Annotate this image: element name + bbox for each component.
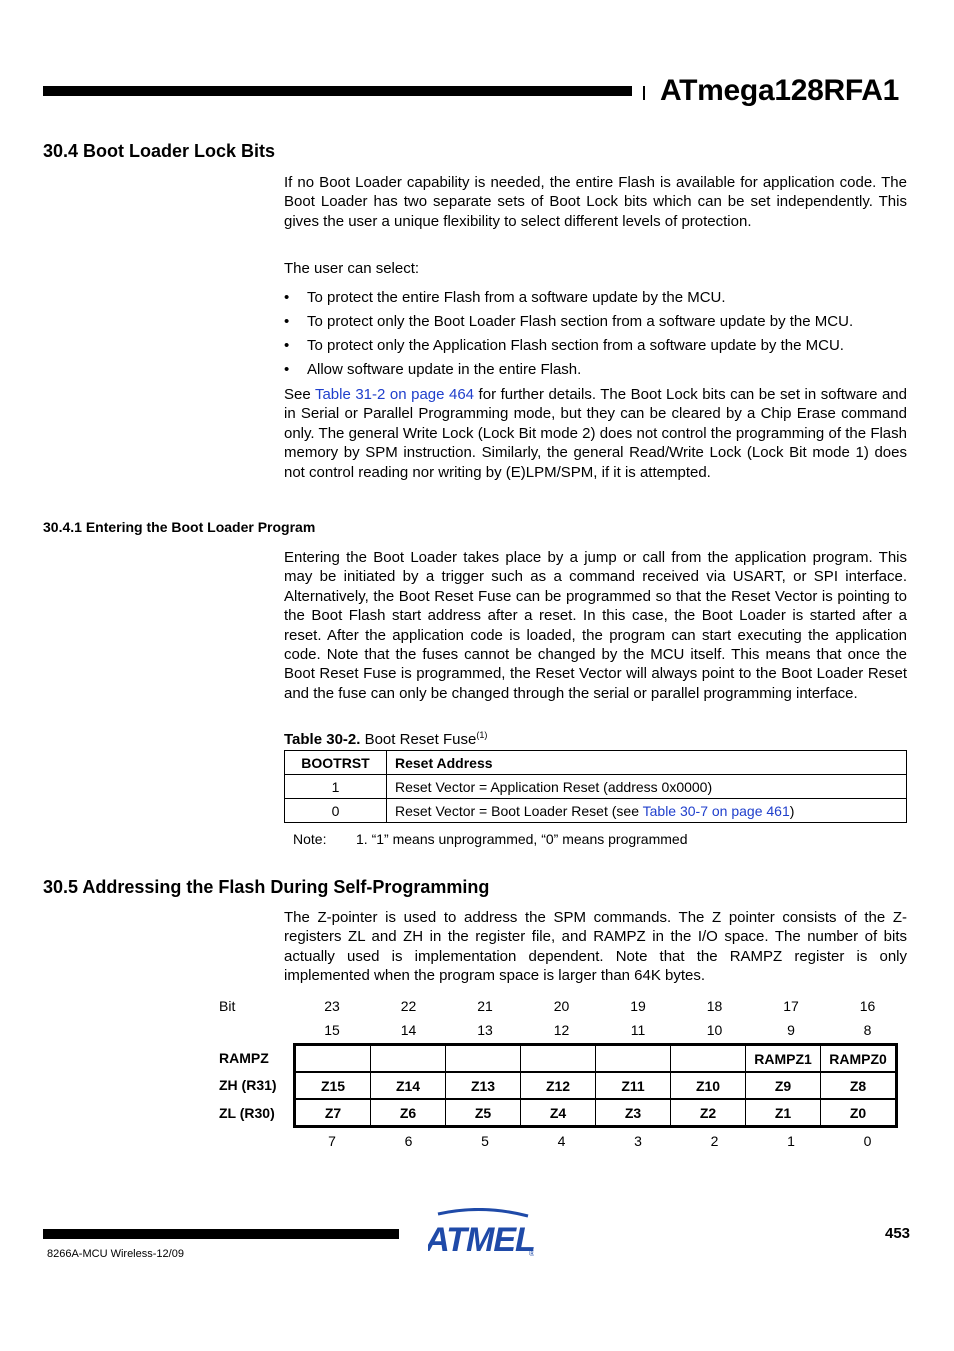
- bit-number: 21: [477, 998, 493, 1014]
- cell-reset-address: Reset Vector = Boot Loader Reset (see Table 30-7 on page 461): [387, 799, 907, 823]
- bit-number: 10: [706, 1022, 723, 1038]
- bit-number: 6: [404, 1133, 413, 1149]
- paragraph-boot-loader-intro: If no Boot Loader capability is needed, the entire Flash is available for application code. The Boot Loader has two separate sets of Boot Lock bits which can be set independently. This gives the user a unique flexibility to select different levels of protection.: [284, 174, 907, 230]
- register-row-zh: [295, 1072, 897, 1099]
- register-label-zl: ZL (R30): [219, 1105, 275, 1121]
- bit-number: 20: [553, 998, 570, 1014]
- document-title: ATmega128RFA1: [660, 74, 899, 107]
- bit-number: 5: [481, 1133, 489, 1149]
- register-bit-cell: Z6: [371, 1099, 446, 1127]
- table-header-row: [285, 751, 907, 775]
- link-table-30-7[interactable]: Table 30-7 on page 461: [642, 802, 790, 819]
- bit-number: 3: [634, 1133, 642, 1149]
- atmel-logo: [428, 1208, 534, 1263]
- bit-number: 7: [328, 1133, 336, 1149]
- register-bit-cell: [295, 1045, 371, 1073]
- register-bit-cell: Z0: [821, 1099, 897, 1127]
- bit-number: 14: [400, 1022, 417, 1038]
- cell-reset-address: Reset Vector = Application Reset (address 0x0000): [387, 775, 907, 799]
- register-bit-cell: Z1: [746, 1099, 821, 1127]
- register-bit-cell: Z7: [295, 1099, 371, 1127]
- bit-number: 22: [400, 998, 417, 1014]
- bit-number: 4: [557, 1133, 566, 1149]
- footer-document-id: 8266A-MCU Wireless-12/09: [47, 1248, 184, 1260]
- register-label-rampz: RAMPZ: [219, 1050, 269, 1066]
- bit-number: 9: [787, 1022, 795, 1038]
- cell-bootrst: 0: [285, 799, 387, 823]
- table-caption: Table 30-2. Boot Reset Fuse$^{(1)}$: [284, 730, 488, 748]
- register-bit-cell: Z12: [521, 1072, 596, 1099]
- bit-label: Bit: [219, 998, 236, 1014]
- bit-number: 1: [787, 1133, 795, 1149]
- bit-number: 23: [324, 998, 340, 1014]
- register-bit-cell: Z5: [446, 1099, 521, 1127]
- list-item: • To protect only the Boot Loader Flash section from a software update by the MCU.: [284, 313, 854, 330]
- register-bit-cell: Z8: [821, 1072, 897, 1099]
- bit-number: 13: [477, 1022, 493, 1038]
- paragraph-user-select: The user can select:: [284, 260, 420, 277]
- register-bit-cell: Z14: [371, 1072, 446, 1099]
- register-bit-cell: Z2: [671, 1099, 746, 1127]
- register-row-zl: [295, 1099, 897, 1127]
- header-divider: [643, 86, 645, 100]
- table-row: [285, 799, 907, 823]
- table-row: [285, 775, 907, 799]
- bit-number: 15: [324, 1022, 340, 1038]
- register-row-rampz: [295, 1045, 897, 1073]
- atmel-logo-icon: [428, 1208, 534, 1258]
- svg-text:ATMEL: ATMEL: [428, 1221, 534, 1258]
- list-item: • To protect the entire Flash from a software update by the MCU.: [284, 289, 726, 306]
- bit-number: 12: [553, 1022, 570, 1038]
- register-bit-cell: [446, 1045, 521, 1073]
- table-note: Note: 1. “1” means unprogrammed, “0” means programmed: [293, 831, 688, 847]
- section-heading-30-4: 30.4 Boot Loader Lock Bits: [43, 141, 276, 161]
- register-bit-cell: [521, 1045, 596, 1073]
- z-pointer-register-table: [293, 1043, 898, 1128]
- link-table-31-2[interactable]: Table 31-2 on page 464: [314, 386, 475, 403]
- footer-bar: [43, 1229, 399, 1239]
- register-bit-cell: Z15: [295, 1072, 371, 1099]
- bit-number: 17: [783, 998, 799, 1014]
- page-number: 453: [885, 1225, 911, 1242]
- register-bit-cell: Z10: [671, 1072, 746, 1099]
- register-bit-cell: Z3: [596, 1099, 671, 1127]
- register-label-zh: ZH (R31): [219, 1077, 277, 1093]
- boot-reset-fuse-table: [284, 750, 907, 823]
- bit-number: 19: [630, 998, 646, 1014]
- list-item: • Allow software update in the entire Flash.: [284, 361, 582, 378]
- column-header-bootrst: BOOTRST: [285, 751, 387, 775]
- register-bit-cell: Z9: [746, 1072, 821, 1099]
- cell-bootrst: 1: [285, 775, 387, 799]
- bit-number: 2: [710, 1133, 719, 1149]
- paragraph-entering-boot-loader: Entering the Boot Loader takes place by a jump or call from the application program. This may be initiated by a trigger such as a command received via USART, or SPI interface. Alternatively, the Boot Reset Fuse can be programmed so that the Reset Vector is pointing to the Boot Flash start address after a reset. In this case, the Boot Loader is started after a reset. After the application code is loaded, the program can start executing the application code. Note that the fuses cannot be changed by the MCU itself. This means that once the Boot Reset Fuse is programmed, the Reset Vector will always point to the Boot Loader Reset and the fuse can only be changed through the serial or parallel programming interface.: [284, 549, 907, 702]
- bit-number: 18: [706, 998, 723, 1014]
- section-heading-30-5: 30.5 Addressing the Flash During Self-Programming: [43, 877, 490, 897]
- bit-number: 0: [863, 1133, 872, 1149]
- paragraph-boot-lock-details: See Table 31-2 on page 464 for further details. The Boot Lock bits can be set in software and in Serial or Parallel Programming mode, but they can be cleared by a Chip Erase command only. The general Write Lock (Lock Bit mode 2) does not control the programming of the Flash memory by SPM instruction. Similarly, the general Read/Write Lock (Lock Bit mode 1) does not control reading nor writing by (E)LPM/SPM, if it is attempted.: [284, 386, 907, 481]
- list-item: • To protect only the Application Flash section from a software update by the MCU.: [284, 337, 844, 354]
- bit-number: 11: [630, 1022, 646, 1038]
- column-header-reset-address: Reset Address: [387, 751, 907, 775]
- bit-number: 16: [859, 998, 876, 1014]
- register-bit-cell: [596, 1045, 671, 1073]
- bit-number: 8: [863, 1022, 872, 1038]
- bullet-list: [284, 288, 907, 384]
- section-heading-30-4-1: 30.4.1 Entering the Boot Loader Program: [43, 519, 316, 535]
- register-bit-cell: RAMPZ0: [821, 1045, 897, 1073]
- svg-text:®: ®: [529, 1249, 534, 1258]
- paragraph-z-pointer: The Z-pointer is used to address the SPM commands. The Z pointer consists of the Z-registers ZL and ZH in the register file, and RAMPZ in the I/O space. The number of bits actually used is implementation dependent. Note that the RAMPZ register is only implemented when the program space is larger than 64K bytes.: [284, 909, 907, 985]
- register-bit-cell: Z4: [521, 1099, 596, 1127]
- register-bit-cell: [371, 1045, 446, 1073]
- header-bar: [43, 86, 632, 96]
- register-bit-cell: Z11: [596, 1072, 671, 1099]
- register-bit-cell: RAMPZ1: [746, 1045, 821, 1073]
- register-bit-cell: [671, 1045, 746, 1073]
- register-bit-cell: Z13: [446, 1072, 521, 1099]
